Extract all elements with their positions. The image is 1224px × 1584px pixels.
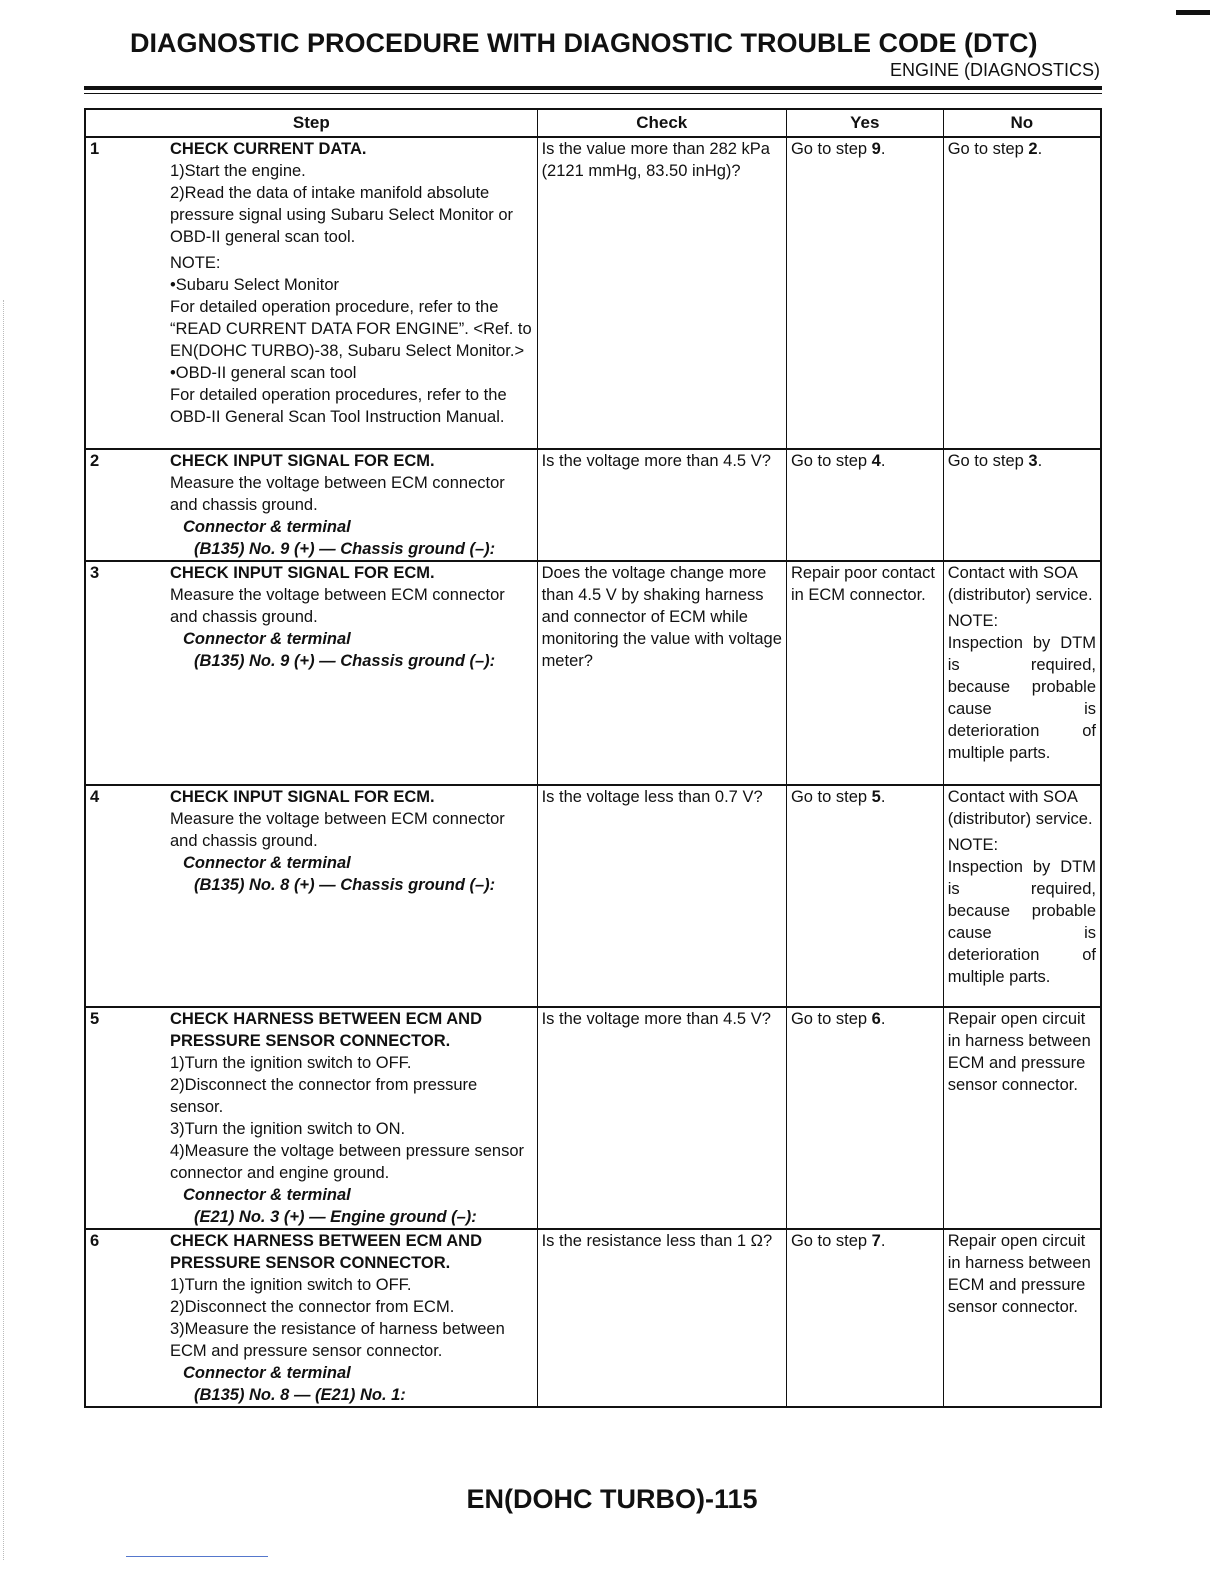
note-label: NOTE: [947,836,999,854]
step-cell [85,1007,537,1229]
check-cell: Is the voltage less than 0.7 V? [537,785,786,1007]
check-cell: Is the voltage more than 4.5 V? [537,1007,786,1229]
step-title: CHECK CURRENT DATA. [170,140,367,158]
goto-text: Go to step [790,1010,872,1028]
connector-terminal: (B135) No. 8 (+) — Chassis ground (–): [194,876,496,894]
check-cell: Is the resistance less than 1 Ω? [537,1229,786,1407]
table-row [85,785,1101,1007]
connector-terminal: (B135) No. 9 (+) — Chassis ground (–): [194,652,496,670]
step-cell [85,785,537,1007]
step-line: 3)Measure the resistance of harness between ECM and pressure sensor connector. [170,1320,505,1360]
table-row [85,1007,1101,1229]
note-line: •OBD-II general scan tool [170,364,357,382]
step-line: 3)Turn the ignition switch to ON. [170,1120,406,1138]
footer-underline [126,1556,268,1557]
step-title: CHECK HARNESS BETWEEN ECM AND PRESSURE SENSOR CONNECTOR. [170,1232,482,1272]
connector-label: Connector & terminal [183,518,351,536]
table-row [85,449,1101,561]
step-line: 1)Turn the ignition switch to OFF. [170,1054,412,1072]
check-cell: Is the value more than 282 kPa (2121 mmHg, 83.50 inHg)? [537,137,786,449]
goto-text: Go to step [790,452,872,470]
connector-label: Connector & terminal [183,1364,351,1382]
step-cell [85,1229,537,1407]
step-line: 1)Turn the ignition switch to OFF. [170,1276,412,1294]
step-line: 2)Read the data of intake manifold absolute pressure signal using Subaru Select Monitor or OBD-II general scan tool. [170,184,514,246]
goto-step-number: 7 [871,1232,881,1250]
table-header-row [85,109,1101,137]
note-label: NOTE: [170,254,221,272]
goto-step-number: 9 [871,140,881,158]
step-line: Measure the voltage between ECM connector and chassis ground. [170,810,505,850]
header-rule-thin [84,93,1102,94]
step-number: 6 [90,1232,100,1250]
connector-terminal: (B135) No. 8 — (E21) No. 1: [194,1386,406,1404]
yes-cell [786,785,943,1007]
diagnostic-table [84,108,1102,1408]
goto-step-number: 6 [871,1010,881,1028]
step-title: CHECK INPUT SIGNAL FOR ECM. [170,788,435,806]
no-cell [943,785,1101,1007]
goto-text: Go to step [947,140,1029,158]
step-line: 4)Measure the voltage between pressure sensor connector and engine ground. [170,1142,525,1182]
connector-terminal: (B135) No. 9 (+) — Chassis ground (–): [194,540,496,558]
goto-suffix: . [1037,140,1043,158]
step-number: 2 [90,452,100,470]
note-line: •Subaru Select Monitor [170,276,340,294]
goto-step-number: 2 [1028,140,1038,158]
corner-tab-mark [1176,10,1210,15]
connector-label: Connector & terminal [183,630,351,648]
header-no: No [943,109,1101,137]
header-yes: Yes [786,109,943,137]
goto-step-number: 4 [871,452,881,470]
note-text: Inspection by DTM is required, because probable cause is deterioration of multiple parts. [947,858,1096,986]
connector-terminal: (E21) No. 3 (+) — Engine ground (–): [194,1208,477,1226]
goto-text: Go to step [947,452,1029,470]
note-line: For detailed operation procedures, refer to the OBD-II General Scan Tool Instruction Manual. [170,386,507,426]
scan-edge-artifact [3,300,4,1560]
no-cell: Repair open circuit in harness between ECM and pressure sensor connector. [943,1229,1101,1407]
goto-suffix: . [1037,452,1043,470]
table-row [85,137,1101,449]
note-text: Inspection by DTM is required, because probable cause is deterioration of multiple parts. [947,634,1096,762]
header-step: Step [85,109,537,137]
goto-suffix: . [880,140,886,158]
step-line: 1)Start the engine. [170,162,306,180]
step-line: 2)Disconnect the connector from pressure sensor. [170,1076,478,1116]
no-cell [943,137,1101,449]
yes-cell [786,449,943,561]
step-line: 2)Disconnect the connector from ECM. [170,1298,455,1316]
step-cell [85,561,537,785]
table-row [85,561,1101,785]
page-footer-id: EN(DOHC TURBO)-115 [466,1484,758,1514]
step-number: 5 [90,1010,100,1028]
step-number: 3 [90,564,100,582]
no-text: Contact with SOA (distributor) service. [947,564,1093,604]
table-row [85,1229,1101,1407]
goto-text: Go to step [790,140,872,158]
note-line: For detailed operation procedure, refer to the “READ CURRENT DATA FOR ENGINE”. <Ref. to EN(DOHC TURBO)-38, Subaru Select Monitor.> [170,298,532,360]
goto-text: Go to step [790,788,872,806]
step-title: CHECK HARNESS BETWEEN ECM AND PRESSURE SENSOR CONNECTOR. [170,1010,482,1050]
goto-step-number: 5 [871,788,881,806]
no-cell: Repair open circuit in harness between ECM and pressure sensor connector. [943,1007,1101,1229]
step-title: CHECK INPUT SIGNAL FOR ECM. [170,564,435,582]
step-number: 1 [90,140,100,158]
goto-suffix: . [880,452,886,470]
header-rule-thick [84,86,1102,90]
goto-text: Go to step [790,1232,872,1250]
no-cell [943,449,1101,561]
no-text: Contact with SOA (distributor) service. [947,788,1093,828]
connector-label: Connector & terminal [183,1186,351,1204]
check-cell: Is the voltage more than 4.5 V? [537,449,786,561]
yes-cell [786,1007,943,1229]
yes-cell: Repair poor contact in ECM connector. [786,561,943,785]
step-cell [85,137,537,449]
page-title: DIAGNOSTIC PROCEDURE WITH DIAGNOSTIC TROUBLE CODE (DTC) [130,28,1038,58]
goto-suffix: . [880,1232,886,1250]
connector-label: Connector & terminal [183,854,351,872]
goto-suffix: . [880,788,886,806]
no-cell [943,561,1101,785]
yes-cell [786,1229,943,1407]
step-line: Measure the voltage between ECM connector and chassis ground. [170,586,505,626]
check-cell: Does the voltage change more than 4.5 V by shaking harness and connector of ECM while monitoring the value with voltage meter? [537,561,786,785]
header-check: Check [537,109,786,137]
note-label: NOTE: [947,612,999,630]
step-number: 4 [90,788,100,806]
goto-suffix: . [880,1010,886,1028]
step-line: Measure the voltage between ECM connector and chassis ground. [170,474,505,514]
step-title: CHECK INPUT SIGNAL FOR ECM. [170,452,435,470]
yes-cell [786,137,943,449]
step-cell [85,449,537,561]
page-subtitle: ENGINE (DIAGNOSTICS) [889,60,1100,80]
goto-step-number: 3 [1028,452,1038,470]
